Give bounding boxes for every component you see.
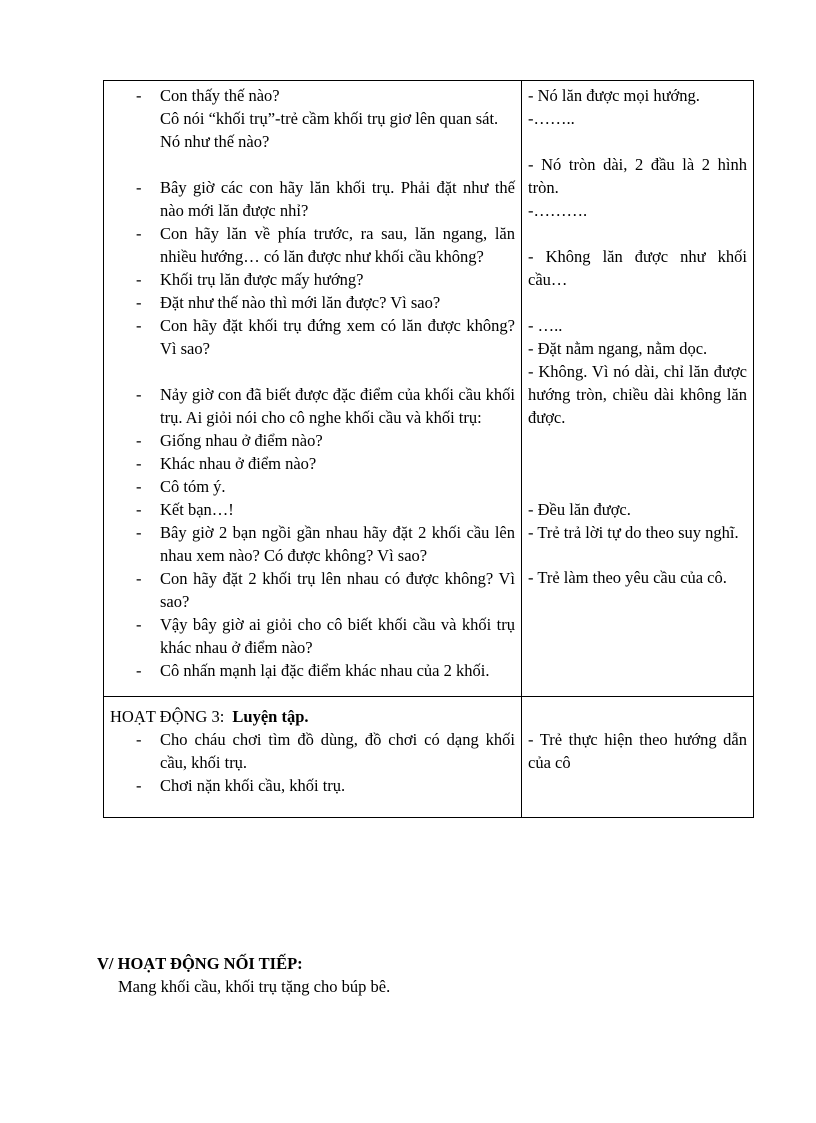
response-text: - Đều lăn được. bbox=[528, 500, 631, 519]
list-item: - Khối trụ lăn được mấy hướng? bbox=[110, 268, 515, 291]
list-item: - Cô tóm ý. bbox=[110, 475, 515, 498]
response-text: -…….. bbox=[528, 109, 575, 128]
list-item: - Kết bạn…! bbox=[110, 498, 515, 521]
response-text: - Trẻ làm theo yêu cầu của cô. bbox=[528, 568, 727, 587]
activity3-response-cell bbox=[522, 697, 754, 818]
response-text: - Trẻ thực hiện theo hướng dẫn của cô bbox=[528, 730, 747, 772]
list-item: - Giống nhau ở điểm nào? bbox=[110, 429, 515, 452]
list-item: - Con hãy đặt 2 khối trụ lên nhau có được không? Vì sao? bbox=[110, 567, 515, 613]
response-text: -………. bbox=[528, 201, 588, 220]
list-item: - Bây giờ 2 bạn ngồi gần nhau hãy đặt 2 khối cầu lên nhau xem nào? Có được không? Vì sao? bbox=[110, 521, 515, 567]
response-text: - Không. Vì nó dài, chỉ lăn được hướng tròn, chiều dài không lăn được. bbox=[528, 362, 747, 427]
response-text: - ….. bbox=[528, 316, 563, 335]
table-row bbox=[104, 697, 754, 818]
list-item: Nó như thế nào? bbox=[160, 132, 270, 151]
response-text: - Đặt nằm ngang, nằm dọc. bbox=[528, 339, 708, 358]
response-text: - Nó tròn dài, 2 đầu là 2 hình tròn. bbox=[528, 155, 747, 197]
section-text: Mang khối cầu, khối trụ tặng cho búp bê. bbox=[118, 977, 391, 996]
table-row bbox=[104, 81, 754, 697]
teacher-activities-cell bbox=[104, 81, 522, 697]
child-responses-cell bbox=[522, 81, 754, 697]
list-item: - Bây giờ các con hãy lăn khối trụ. Phải đặt như thế nào mới lăn được nhỉ? bbox=[110, 176, 515, 222]
response-text: - Nó lăn được mọi hướng. bbox=[528, 86, 700, 105]
activity3-cell bbox=[104, 697, 522, 818]
list-item: - Khác nhau ở điểm nào? bbox=[110, 452, 515, 475]
list-item: - Vậy bây giờ ai giỏi cho cô biết khối cầu và khối trụ khác nhau ở điểm nào? bbox=[110, 613, 515, 659]
list-item: - Đặt như thế nào thì mới lăn được? Vì sao? bbox=[110, 291, 515, 314]
activity3-heading: HOẠT ĐỘNG 3: Luyện tập. bbox=[110, 707, 309, 726]
section-heading: V/ HOẠT ĐỘNG NỐI TIẾP: bbox=[97, 954, 303, 973]
response-text: - Trẻ trả lời tự do theo suy nghĩ. bbox=[528, 523, 739, 542]
list-item: - Con hãy lăn về phía trước, ra sau, lăn ngang, lăn nhiều hướng… có lăn được như khối cầu không? bbox=[110, 222, 515, 268]
list-item: - Cho cháu chơi tìm đồ dùng, đồ chơi có dạng khối cầu, khối trụ. bbox=[110, 728, 515, 774]
list-item: Cô nói “khối trụ”-trẻ cầm khối trụ giơ lên quan sát. bbox=[160, 109, 499, 128]
list-item: - Con hãy đặt khối trụ đứng xem có lăn được không? Vì sao? bbox=[110, 314, 515, 360]
list-item: - Con thấy thế nào? bbox=[110, 84, 515, 107]
list-item: - Nảy giờ con đã biết được đặc điểm của khối cầu khối trụ. Ai giỏi nói cho cô nghe khối cầu và khối trụ: bbox=[110, 383, 515, 429]
response-text: - Không lăn được như khối cầu… bbox=[528, 247, 747, 289]
list-item: - Chơi nặn khối cầu, khối trụ. bbox=[110, 774, 515, 797]
list-item: - Cô nhấn mạnh lại đặc điểm khác nhau của 2 khối. bbox=[110, 659, 515, 682]
activity-table bbox=[103, 80, 754, 818]
